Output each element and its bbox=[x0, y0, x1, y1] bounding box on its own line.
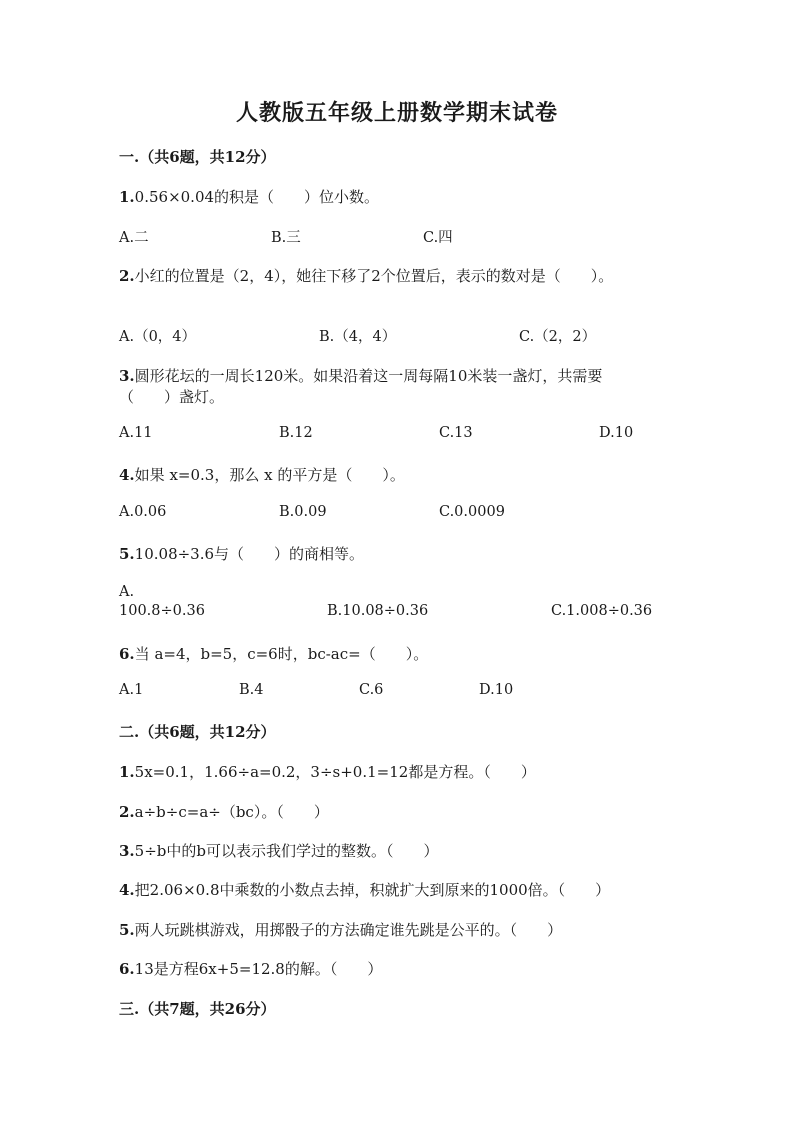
question-2-1 bbox=[119, 761, 536, 782]
question-2-3 bbox=[119, 840, 439, 861]
question-text: 两人玩跳棋游戏，用掷骰子的方法确定谁先跳是公平的。（ ） bbox=[134, 921, 563, 939]
question-2-2 bbox=[119, 801, 329, 822]
q1-2-option-b: B.（4，4） bbox=[319, 329, 397, 345]
question-number: 1. bbox=[119, 188, 135, 206]
q1-1-option-a: A.二 bbox=[119, 230, 149, 246]
q1-1-option-b: B.三 bbox=[271, 230, 301, 246]
q1-4-option-a: A.0.06 bbox=[119, 504, 167, 520]
question-text: 当 a=4，b=5，c=6时，bc-ac=（ ）。 bbox=[134, 645, 429, 663]
section-2-header: 二.（共6题，共12分） bbox=[119, 723, 276, 741]
question-text: a÷b÷c=a÷（bc）。（ ） bbox=[134, 803, 329, 821]
q1-5-option-b: B.10.08÷0.36 bbox=[327, 603, 429, 619]
question-1-4 bbox=[119, 464, 405, 485]
question-text: 10.08÷3.6与（ ）的商相等。 bbox=[134, 545, 365, 563]
q1-2-option-c: C.（2，2） bbox=[519, 329, 597, 345]
question-number: 4. bbox=[119, 466, 135, 484]
q1-4-option-c: C.0.0009 bbox=[439, 504, 505, 520]
question-number: 2. bbox=[119, 803, 135, 821]
question-1-3 bbox=[119, 365, 602, 386]
question-text: 5÷b中的b可以表示我们学过的整数。（ ） bbox=[134, 842, 439, 860]
question-1-2 bbox=[119, 265, 613, 286]
q1-3-option-d: D.10 bbox=[599, 425, 634, 441]
question-1-3-continued: （ ）盏灯。 bbox=[119, 388, 225, 406]
q1-6-option-b: B.4 bbox=[239, 682, 264, 698]
question-number: 5. bbox=[119, 921, 135, 939]
question-2-4 bbox=[119, 879, 610, 900]
question-number: 6. bbox=[119, 960, 135, 978]
q1-5-option-a-value: 100.8÷0.36 bbox=[119, 603, 205, 619]
question-1-6 bbox=[119, 643, 428, 664]
question-1-5 bbox=[119, 543, 364, 564]
question-2-5 bbox=[119, 919, 562, 940]
question-text: 把2.06×0.8中乘数的小数点去掉，积就扩大到原来的1000倍。（ ） bbox=[134, 881, 611, 899]
q1-5-option-c: C.1.008÷0.36 bbox=[551, 603, 653, 619]
question-number: 6. bbox=[119, 645, 135, 663]
q1-4-option-b: B.0.09 bbox=[279, 504, 327, 520]
question-number: 2. bbox=[119, 267, 135, 285]
question-text: 13是方程6x+5=12.8的解。（ ） bbox=[134, 960, 383, 978]
page-title: 人教版五年级上册数学期末试卷 bbox=[235, 100, 558, 126]
section-3-header: 三.（共7题，共26分） bbox=[119, 1000, 276, 1018]
question-number: 5. bbox=[119, 545, 135, 563]
section-1-header: 一.（共6题，共12分） bbox=[119, 148, 276, 166]
question-text: 如果 x=0.3，那么 x 的平方是（ ）。 bbox=[134, 466, 405, 484]
question-number: 1. bbox=[119, 763, 135, 781]
question-text: 圆形花坛的一周长120米。如果沿着这一周每隔10米装一盏灯，共需要 bbox=[134, 367, 603, 385]
q1-3-option-a: A.11 bbox=[119, 425, 153, 441]
q1-6-option-c: C.6 bbox=[359, 682, 384, 698]
question-1-1 bbox=[119, 186, 379, 207]
q1-6-option-a: A.1 bbox=[119, 682, 144, 698]
question-number: 3. bbox=[119, 842, 135, 860]
q1-3-option-b: B.12 bbox=[279, 425, 313, 441]
q1-3-option-c: C.13 bbox=[439, 425, 473, 441]
question-2-6 bbox=[119, 958, 382, 979]
question-number: 3. bbox=[119, 367, 135, 385]
question-text: 5x=0.1，1.66÷a=0.2，3÷s+0.1=12都是方程。（ ） bbox=[134, 763, 536, 781]
q1-6-option-d: D.10 bbox=[479, 682, 514, 698]
q1-2-option-a: A.（0，4） bbox=[119, 329, 197, 345]
question-text: 小红的位置是（2，4），她往下移了2个位置后，表示的数对是（ ）。 bbox=[134, 267, 614, 285]
q1-5-option-a-label: A. bbox=[119, 584, 135, 600]
question-number: 4. bbox=[119, 881, 135, 899]
question-text: 0.56×0.04的积是（ ）位小数。 bbox=[134, 188, 380, 206]
q1-1-option-c: C.四 bbox=[423, 230, 453, 246]
